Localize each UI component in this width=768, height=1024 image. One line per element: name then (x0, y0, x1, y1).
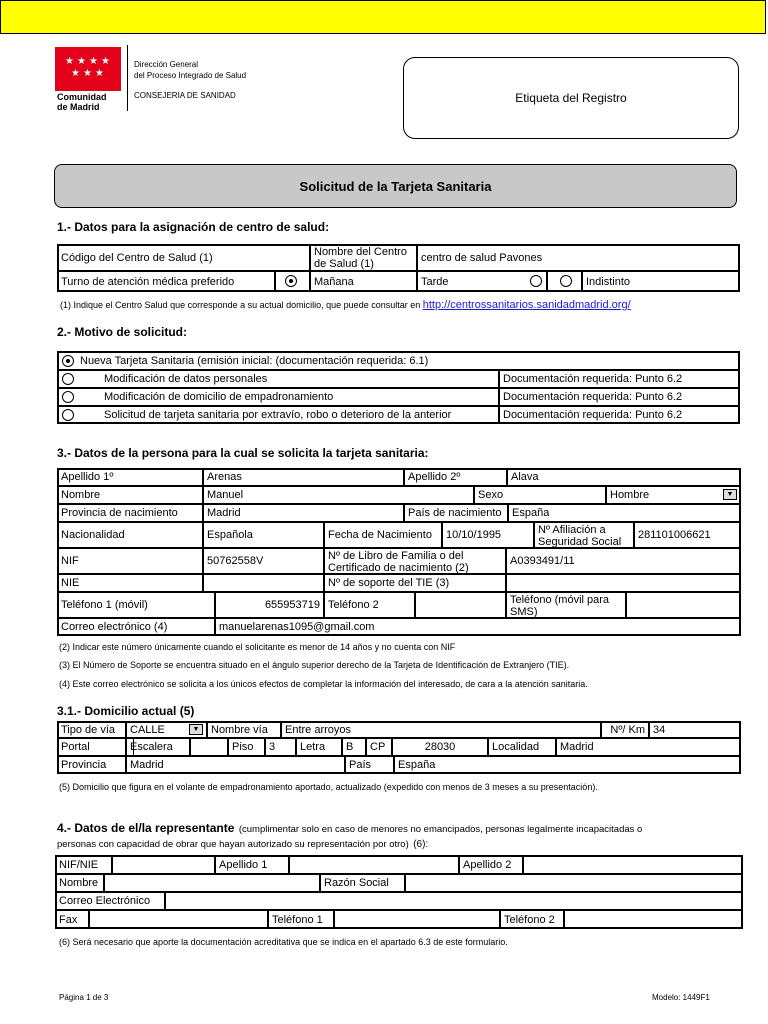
dg-line-2: del Proceso Integrado de Salud (134, 71, 247, 80)
num-km-label: Nº/ Km (601, 721, 649, 738)
pais-field[interactable]: España (394, 756, 741, 774)
logo-text (57, 92, 107, 112)
pais-nac-field[interactable]: España (508, 504, 741, 522)
rep-tel2-label: Teléfono 2 (500, 910, 564, 929)
apellido1-label: Apellido 1º (57, 468, 203, 486)
form-title (54, 164, 737, 208)
motivo-domicilio: Modificación de domicilio de empadronamiento (57, 388, 499, 406)
localidad-field[interactable]: Madrid (556, 738, 741, 756)
doc-domicilio: Documentación requerida: Punto 6.2 (499, 388, 740, 406)
portal-label: Portal (57, 738, 126, 756)
header-divider (127, 45, 128, 111)
star-icon: ★ (65, 56, 74, 67)
note-3: (3) El Número de Soporte se encuentra situado en el ángulo superior derecho de la Tarjeta de Identificación de Extranjero (TIE). (59, 660, 570, 670)
rep-ap1-label: Apellido 1 (215, 855, 289, 874)
star-icon: ★ (83, 68, 92, 79)
localidad-label: Localidad (488, 738, 556, 756)
nacionalidad-label: Nacionalidad (57, 522, 203, 548)
opt-tarde: Tarde (417, 271, 547, 292)
rep-tel1-label: Teléfono 1 (268, 910, 334, 929)
doc-datos: Documentación requerida: Punto 6.2 (499, 370, 740, 388)
telsms-label-2: SMS) (510, 606, 538, 618)
note-1-text: (1) Indique el Centro Salud que corresponde a su actual domicilio, que puede consultar en (60, 300, 423, 310)
fecha-nac-field[interactable]: 10/10/1995 (442, 522, 534, 548)
email-field[interactable]: manuelarenas1095@gmail.com (215, 618, 741, 636)
telefono2-field[interactable] (415, 592, 506, 618)
cp-label: CP (366, 738, 392, 756)
nie-field[interactable] (203, 574, 324, 592)
cp-field[interactable]: 28030 (392, 738, 488, 756)
telefono2-label: Teléfono 2 (324, 592, 415, 618)
logo-line-1: Comunidad (57, 92, 107, 102)
logo-line-2: de Madrid (57, 102, 100, 112)
radio-motivo-domicilio[interactable] (62, 391, 74, 403)
nif-label: NIF (57, 548, 203, 574)
tipo-via-select[interactable]: CALLE (126, 721, 207, 738)
section-1-heading: 1.- Datos para la asignación de centro de salud: (57, 220, 330, 234)
section-31-heading: 3.1.- Domicilio actual (5) (57, 704, 195, 718)
tipo-via-chevron-down-icon[interactable]: ▼ (189, 724, 203, 735)
libro-familia-label (324, 548, 506, 574)
libro-familia-field[interactable]: A0393491/11 (506, 548, 741, 574)
star-icon: ★ (101, 56, 110, 67)
section-4-heading (57, 821, 747, 851)
apellido2-field[interactable]: Alava (507, 468, 741, 486)
rep-ap2-label: Apellido 2 (459, 855, 523, 874)
libro-label-2: Certificado de nacimiento (2) (328, 562, 469, 574)
top-yellow-bar (0, 0, 766, 34)
nif-field[interactable]: 50762558V (203, 548, 324, 574)
section-3-heading: 3.- Datos de la persona para la cual se solicita la tarjeta sanitaria: (57, 446, 429, 460)
dg-line-1: Dirección General (134, 60, 199, 69)
radio-motivo-nueva[interactable] (62, 355, 74, 367)
form-title-text: Solicitud de la Tarjeta Sanitaria (299, 178, 492, 194)
radio-tarde[interactable] (560, 275, 572, 287)
rep-ap2-field[interactable] (523, 855, 743, 874)
telefono1-field[interactable]: 655953719 (215, 592, 324, 618)
etiqueta-label: Etiqueta del Registro (515, 91, 627, 105)
radio-motivo-datos[interactable] (62, 373, 74, 385)
rep-correo-field[interactable] (165, 892, 743, 910)
rep-fax-field[interactable] (89, 910, 268, 929)
section-4-title: 4.- Datos de el/la representante (57, 821, 235, 835)
note-6: (6) Será necesario que aporte la documentación acreditativa que se indica en el apartado 6.3 de este formulario. (59, 937, 508, 947)
num-km-field[interactable]: 34 (649, 721, 741, 738)
prov-nac-label: Provincia de nacimiento (57, 504, 203, 522)
centros-sanitarios-link[interactable]: http://centrossanitarios.sanidadmadrid.org/ (422, 299, 631, 311)
motivo-extravio: Solicitud de tarjeta sanitaria por extravío, robo o deterioro de la anterior (57, 406, 499, 424)
nombre-centro-label-1: Nombre del Centro (314, 246, 407, 258)
radio-manana[interactable] (285, 275, 297, 287)
prov-nac-field[interactable]: Madrid (203, 504, 404, 522)
comunidad-madrid-flag-logo (55, 47, 121, 91)
motivo-datos: Modificación de datos personales (57, 370, 499, 388)
telefono-sms-label (506, 592, 626, 618)
tipo-via-label: Tipo de vía (57, 721, 126, 738)
page-number: Página 1 de 3 (59, 993, 109, 1002)
turno-label: Turno de atención médica preferido (57, 271, 275, 292)
nombre-centro-label (310, 244, 417, 271)
note-5: (5) Domicilio que figura en el volante de empadronamiento aportado, actualizado (expedido con menos de 3 meses a su presentación). (59, 782, 598, 792)
direccion-general (134, 59, 246, 81)
note-4: (4) Este correo electrónico se solicita a los únicos efectos de completar la información del interesado, de cara a la atención sanitaria. (59, 679, 588, 689)
piso-field[interactable]: 3 (265, 738, 296, 756)
radio-motivo-extravio[interactable] (62, 409, 74, 421)
rep-nif-field[interactable] (112, 855, 215, 874)
rep-correo-label: Correo Electrónico (55, 892, 165, 910)
escalera-field[interactable] (190, 738, 228, 756)
star-icon: ★ (89, 56, 98, 67)
piso-label: Piso (228, 738, 265, 756)
letra-label: Letra (296, 738, 342, 756)
note-2: (2) Indicar este número únicamente cuando el solicitante es menor de 14 años y no cuenta con NIF (59, 642, 456, 652)
sexo-select[interactable]: Hombre (606, 486, 741, 504)
pais-nac-label: País de nacimiento (404, 504, 508, 522)
nie-label: NIE (57, 574, 203, 592)
fecha-nac-label: Fecha de Nacimiento (324, 522, 442, 548)
apellido1-field[interactable]: Arenas (203, 468, 404, 486)
telefono1-label: Teléfono 1 (móvil) (57, 592, 215, 618)
telsms-label-1: Teléfono (móvil para (510, 594, 610, 606)
apellido2-label: Apellido 2º (404, 468, 507, 486)
star-icon: ★ (77, 56, 86, 67)
etiqueta-registro-box (403, 57, 739, 139)
radio-indistinto[interactable] (530, 275, 542, 287)
afiliacion-label-1: Nº Afiliación a (538, 524, 606, 536)
tie-field[interactable] (506, 574, 741, 592)
star-icon: ★ (95, 68, 104, 79)
consejeria: CONSEJERIA DE SANIDAD (134, 91, 236, 100)
opt-manana: Mañana (310, 271, 417, 292)
provincia-field[interactable]: Madrid (126, 756, 345, 774)
rep-razon-field[interactable] (405, 874, 743, 892)
rep-fax-label: Fax (55, 910, 89, 929)
rep-ap1-field[interactable] (289, 855, 459, 874)
afiliacion-label (534, 522, 634, 548)
section-4-sub-1: (cumplimentar solo en caso de menores no emancipados, personas legalmente incapacitadas o (238, 824, 643, 835)
doc-extravio: Documentación requerida: Punto 6.2 (499, 406, 740, 424)
tie-label: Nº de soporte del TIE (3) (324, 574, 506, 592)
section-4-sub-3: (6): (413, 839, 429, 850)
section-4-sub-2: personas con capacidad de obrar que hayan autorizado su representación por otro) (57, 839, 409, 850)
rep-nif-label: NIF/NIE (55, 855, 112, 874)
rep-razon-label: Razón Social (320, 874, 405, 892)
codigo-centro-label: Código del Centro de Salud (1) (57, 244, 310, 271)
nombre-via-label: Nombre vía (207, 721, 281, 738)
rep-tel1-field[interactable] (334, 910, 500, 929)
nacionalidad-field[interactable]: Española (203, 522, 324, 548)
opt-indistinto: Indistinto (582, 271, 740, 292)
nombre-centro-label-2: de Salud (1) (314, 258, 374, 270)
nombre-label: Nombre (57, 486, 203, 504)
rep-nombre-label: Nombre (55, 874, 104, 892)
letra-field[interactable]: B (342, 738, 366, 756)
modelo-number: Modelo: 1449F1 (652, 993, 710, 1002)
rep-nombre-field[interactable] (104, 874, 320, 892)
note-1 (60, 299, 631, 311)
star-icon: ★ (71, 68, 80, 79)
nombre-field[interactable]: Manuel (203, 486, 474, 504)
afiliacion-label-2: Seguridad Social (538, 536, 622, 548)
libro-label-1: Nº de Libro de Familia o del (328, 550, 464, 562)
motivo-nueva: Nueva Tarjeta Sanitaria (emisión inicial: (documentación requerida: 6.1) (57, 351, 740, 370)
nombre-via-field[interactable]: Entre arroyos (281, 721, 601, 738)
nombre-centro-field[interactable]: centro de salud Pavones (417, 244, 740, 271)
provincia-label: Provincia (57, 756, 126, 774)
telefono-sms-field[interactable] (626, 592, 741, 618)
section-2-heading: 2.- Motivo de solicitud: (57, 325, 188, 339)
afiliacion-field[interactable]: 281101006621 (634, 522, 741, 548)
sexo-label: Sexo (474, 486, 606, 504)
pais-label: País (345, 756, 394, 774)
email-label: Correo electrónico (4) (57, 618, 215, 636)
sexo-chevron-down-icon[interactable]: ▼ (723, 489, 737, 500)
escalera-label: Escalera (126, 738, 190, 756)
rep-tel2-field[interactable] (564, 910, 743, 929)
